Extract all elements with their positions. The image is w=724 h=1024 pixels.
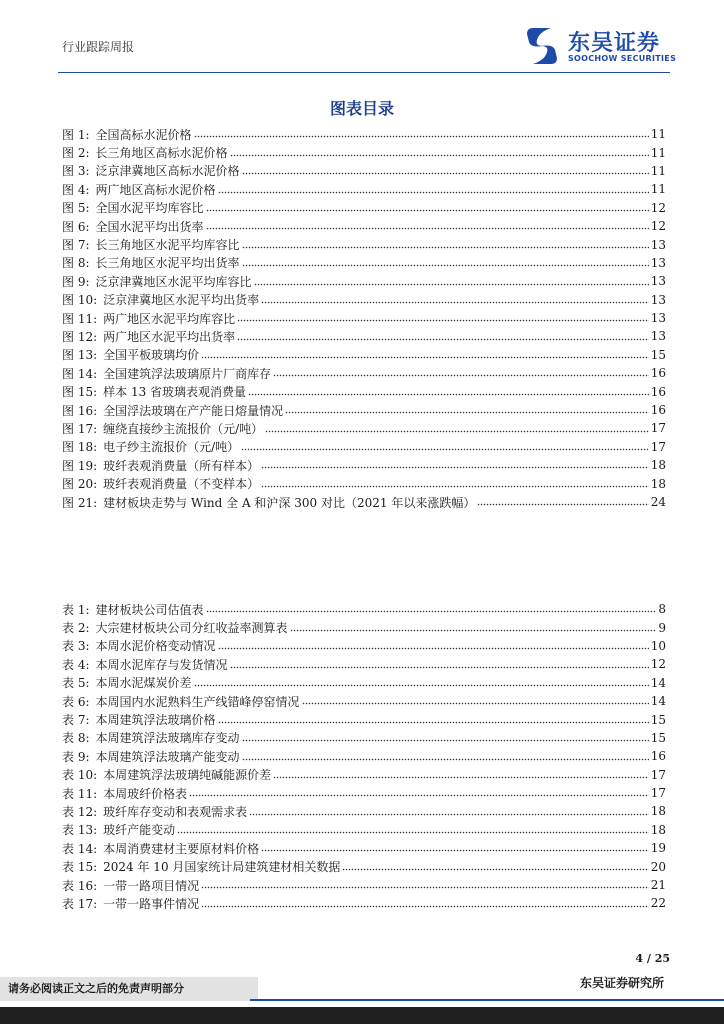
header-report-type: 行业跟踪周报 bbox=[62, 40, 135, 54]
toc-entry-label: 图 3: bbox=[62, 164, 90, 179]
toc-entry-title: 2024 年 10 月国家统计局建筑建材相关数据 bbox=[103, 860, 341, 875]
logo bbox=[521, 26, 681, 66]
toc-leader-dots bbox=[261, 842, 649, 852]
toc-entry-page: 13 bbox=[650, 311, 666, 326]
toc-entry-title: 玻纤库存变动和表观需求表 bbox=[103, 804, 248, 819]
toc-entry-label: 图 7: bbox=[62, 238, 90, 253]
toc-leader-dots bbox=[218, 640, 649, 650]
toc-entry-page: 19 bbox=[650, 841, 666, 856]
toc-leader-dots bbox=[249, 806, 649, 816]
toc-entry-label: 图 15: bbox=[62, 385, 98, 400]
toc-leader-dots bbox=[177, 824, 649, 834]
toc-entry-title: 大宗建材板块公司分红收益率测算表 bbox=[95, 621, 288, 636]
toc-entry-page: 15 bbox=[650, 347, 666, 362]
soochow-logo-icon bbox=[521, 26, 563, 66]
toc-leader-dots bbox=[201, 879, 649, 889]
toc-entry-label: 图 5: bbox=[62, 201, 90, 216]
toc-entry-title: 全国建筑浮法玻璃原片厂商库存 bbox=[103, 366, 272, 381]
table-toc-item[interactable] bbox=[62, 802, 666, 820]
table-toc-item[interactable] bbox=[62, 766, 666, 784]
toc-entry-label: 表 11: bbox=[62, 786, 98, 801]
figure-toc-item[interactable] bbox=[62, 217, 666, 235]
figure-toc-item[interactable] bbox=[62, 162, 666, 180]
toc-entry-page: 8 bbox=[658, 602, 666, 617]
toc-entry-label: 图 11: bbox=[62, 311, 98, 326]
toc-entry-title: 本周水泥库存与发货情况 bbox=[95, 657, 228, 672]
toc-entry-label: 图 6: bbox=[62, 219, 90, 234]
table-toc-item[interactable] bbox=[62, 784, 666, 802]
toc-entry-title: 本周消费建材主要原材料价格 bbox=[103, 841, 260, 856]
toc-entry-title: 建材板块走势与 Wind 全 A 和沪深 300 对比（2021 年以来涨跌幅） bbox=[103, 495, 476, 510]
toc-entry-page: 18 bbox=[650, 458, 666, 473]
toc-entry-title: 电子纱主流报价（元/吨） bbox=[103, 440, 240, 455]
toc-leader-dots bbox=[194, 128, 649, 138]
toc-entry-title: 本周水泥价格变动情况 bbox=[95, 639, 216, 654]
toc-entry-page: 18 bbox=[650, 476, 666, 491]
toc-entry-title: 建材板块公司估值表 bbox=[95, 602, 204, 617]
toc-entry-title: 泛京津冀地区水泥平均出货率 bbox=[103, 293, 260, 308]
toc-leader-dots bbox=[290, 622, 657, 632]
toc-entry-page: 17 bbox=[650, 767, 666, 782]
toc-entry-label: 图 9: bbox=[62, 274, 90, 289]
toc-leader-dots bbox=[261, 459, 649, 469]
toc-entry-page: 11 bbox=[650, 163, 666, 178]
toc-entry-page: 20 bbox=[650, 859, 666, 874]
toc-entry-label: 表 3: bbox=[62, 639, 90, 654]
figure-toc-item[interactable] bbox=[62, 309, 666, 327]
toc-entry-label: 图 14: bbox=[62, 366, 98, 381]
toc-entry-title: 玻纤表观消费量（所有样本） bbox=[103, 458, 260, 473]
page-number: 4 / 25 bbox=[635, 952, 670, 965]
toc-entry-page: 17 bbox=[650, 439, 666, 454]
figure-toc-item[interactable] bbox=[62, 125, 666, 143]
toc-leader-dots bbox=[254, 276, 649, 286]
toc-entry-title: 两广地区水泥平均库容比 bbox=[103, 311, 236, 326]
toc-entry-title: 样本 13 省玻璃表观消费量 bbox=[103, 385, 247, 400]
toc-leader-dots bbox=[265, 423, 649, 433]
table-toc-item[interactable] bbox=[62, 618, 666, 636]
toc-entry-title: 两广地区高标水泥价格 bbox=[95, 182, 216, 197]
toc-leader-dots bbox=[201, 349, 649, 359]
toc-leader-dots bbox=[194, 677, 649, 687]
toc-entry-label: 表 10: bbox=[62, 768, 98, 783]
toc-entry-label: 表 17: bbox=[62, 896, 98, 911]
figure-toc-item[interactable] bbox=[62, 346, 666, 364]
toc-leader-dots bbox=[302, 695, 649, 705]
table-toc-item[interactable] bbox=[62, 729, 666, 747]
toc-entry-label: 表 13: bbox=[62, 823, 98, 838]
toc-entry-label: 表 16: bbox=[62, 878, 98, 893]
toc-leader-dots bbox=[285, 404, 649, 414]
toc-entry-title: 玻纤产能变动 bbox=[103, 823, 176, 838]
toc-entry-page: 17 bbox=[650, 786, 666, 801]
toc-entry-label: 图 19: bbox=[62, 458, 98, 473]
toc-entry-page: 10 bbox=[650, 638, 666, 653]
toc-entry-title: 本周国内水泥熟料生产线错峰停窑情况 bbox=[95, 694, 300, 709]
toc-entry-page: 13 bbox=[650, 237, 666, 252]
toc-entry-title: 全国高标水泥价格 bbox=[95, 127, 192, 142]
toc-entry-title: 本周玻纤价格表 bbox=[103, 786, 188, 801]
logo-text-en: SOOCHOW SECURITIES bbox=[568, 54, 677, 63]
toc-entry-page: 14 bbox=[650, 694, 666, 709]
toc-entry-page: 22 bbox=[650, 896, 666, 911]
toc-entry-label: 表 15: bbox=[62, 860, 98, 875]
toc-entry-page: 21 bbox=[650, 878, 666, 893]
toc-entry-title: 一带一路项目情况 bbox=[103, 878, 200, 893]
toc-entry-page: 12 bbox=[650, 657, 666, 672]
toc-entry-title: 泛京津冀地区高标水泥价格 bbox=[95, 164, 240, 179]
table-toc-item[interactable] bbox=[62, 839, 666, 857]
figure-toc-item[interactable] bbox=[62, 493, 666, 511]
toc-entry-label: 图 20: bbox=[62, 477, 98, 492]
table-toc-item[interactable] bbox=[62, 857, 666, 875]
toc-entry-page: 11 bbox=[650, 145, 666, 160]
figure-toc-item[interactable] bbox=[62, 419, 666, 437]
toc-entry-label: 图 4: bbox=[62, 182, 90, 197]
toc-entry-page: 16 bbox=[650, 403, 666, 418]
figure-toc-item[interactable] bbox=[62, 382, 666, 400]
toc-entry-page: 15 bbox=[650, 730, 666, 745]
toc-entry-label: 表 12: bbox=[62, 804, 98, 819]
toc-entry-label: 表 14: bbox=[62, 841, 98, 856]
footer-institute: 东吴证券研究所 bbox=[579, 976, 664, 990]
table-toc-item[interactable] bbox=[62, 876, 666, 894]
header-rule bbox=[58, 72, 670, 73]
toc-entry-page: 16 bbox=[650, 384, 666, 399]
toc-leader-dots bbox=[206, 202, 649, 212]
table-toc-item[interactable] bbox=[62, 894, 666, 912]
footer-bar bbox=[0, 977, 724, 1007]
logo-text-cn: 东吴证券 bbox=[568, 31, 661, 56]
toc-entry-page: 15 bbox=[650, 712, 666, 727]
toc-entry-page: 12 bbox=[650, 219, 666, 234]
toc-leader-dots bbox=[248, 386, 649, 396]
toc-entry-title: 本周建筑浮法玻璃价格 bbox=[95, 713, 216, 728]
toc-leader-dots bbox=[242, 732, 649, 742]
table-toc-item[interactable] bbox=[62, 710, 666, 728]
toc-entry-page: 16 bbox=[650, 366, 666, 381]
figure-toc-item[interactable] bbox=[62, 291, 666, 309]
toc-entry-title: 全国平板玻璃均价 bbox=[103, 348, 200, 363]
figure-toc-item[interactable] bbox=[62, 272, 666, 290]
toc-entry-title: 本周水泥煤炭价差 bbox=[95, 676, 192, 691]
table-list bbox=[62, 600, 666, 913]
toc-entry-title: 全国浮法玻璃在产产能日熔量情况 bbox=[103, 403, 284, 418]
toc-entry-title: 一带一路事件情况 bbox=[103, 896, 200, 911]
toc-entry-label: 图 10: bbox=[62, 293, 98, 308]
table-toc-item[interactable] bbox=[62, 600, 666, 618]
figure-toc-item[interactable] bbox=[62, 180, 666, 198]
figure-toc-item[interactable] bbox=[62, 364, 666, 382]
figure-toc-item[interactable] bbox=[62, 254, 666, 272]
toc-entry-page: 18 bbox=[650, 804, 666, 819]
toc-leader-dots bbox=[230, 659, 649, 669]
table-toc-item[interactable] bbox=[62, 747, 666, 765]
toc-leader-dots bbox=[201, 898, 649, 908]
figure-toc-item[interactable] bbox=[62, 327, 666, 345]
toc-leader-dots bbox=[261, 294, 649, 304]
figure-toc-item[interactable] bbox=[62, 401, 666, 419]
toc-entry-page: 11 bbox=[650, 182, 666, 197]
toc-entry-title: 长三角地区高标水泥价格 bbox=[95, 146, 228, 161]
toc-entry-title: 本周建筑浮法玻璃纯碱能源价差 bbox=[103, 768, 272, 783]
toc-entry-label: 图 17: bbox=[62, 421, 98, 436]
table-toc-item[interactable] bbox=[62, 655, 666, 673]
toc-entry-title: 长三角地区水泥平均库容比 bbox=[95, 238, 240, 253]
toc-entry-label: 表 1: bbox=[62, 602, 90, 617]
figure-toc-item[interactable] bbox=[62, 456, 666, 474]
toc-leader-dots bbox=[218, 184, 649, 194]
figure-toc-item[interactable] bbox=[62, 438, 666, 456]
footer-disclaimer: 请务必阅读正文之后的免责声明部分 bbox=[0, 977, 258, 1001]
toc-entry-page: 13 bbox=[650, 329, 666, 344]
toc-entry-title: 长三角地区水泥平均出货率 bbox=[95, 256, 240, 271]
toc-entry-page: 13 bbox=[650, 274, 666, 289]
toc-entry-page: 18 bbox=[650, 822, 666, 837]
toc-entry-page: 24 bbox=[650, 495, 666, 509]
toc-entry-label: 图 18: bbox=[62, 440, 98, 455]
toc-leader-dots bbox=[261, 478, 649, 488]
toc-entry-title: 本周建筑浮法玻璃库存变动 bbox=[95, 731, 240, 746]
toc-entry-page: 12 bbox=[650, 200, 666, 215]
toc-entry-page: 13 bbox=[650, 292, 666, 307]
toc-entry-title: 全国水泥平均库容比 bbox=[95, 201, 204, 216]
toc-entry-label: 图 21: bbox=[62, 495, 98, 510]
toc-leader-dots bbox=[241, 441, 649, 451]
table-toc-item[interactable] bbox=[62, 674, 666, 692]
toc-entry-label: 表 4: bbox=[62, 657, 90, 672]
toc-leader-dots bbox=[273, 367, 649, 377]
toc-leader-dots bbox=[477, 496, 648, 506]
figure-toc-item[interactable] bbox=[62, 143, 666, 161]
table-toc-item[interactable] bbox=[62, 692, 666, 710]
toc-entry-page: 9 bbox=[658, 620, 666, 635]
toc-entry-title: 缠绕直接纱主流报价（元/吨） bbox=[103, 421, 264, 436]
toc-entry-page: 14 bbox=[650, 675, 666, 690]
toc-entry-label: 表 2: bbox=[62, 621, 90, 636]
toc-leader-dots bbox=[206, 220, 649, 230]
toc-entry-title: 全国水泥平均出货率 bbox=[95, 219, 204, 234]
toc-title: 图表目录 bbox=[329, 99, 394, 118]
toc-entry-page: 17 bbox=[650, 421, 666, 436]
toc-entry-label: 图 1: bbox=[62, 127, 90, 142]
toc-leader-dots bbox=[237, 331, 649, 341]
toc-entry-label: 图 8: bbox=[62, 256, 90, 271]
toc-entry-label: 表 8: bbox=[62, 731, 90, 746]
toc-leader-dots bbox=[206, 603, 657, 613]
toc-entry-label: 表 9: bbox=[62, 749, 90, 764]
figure-list bbox=[62, 125, 666, 511]
toc-leader-dots bbox=[237, 312, 649, 322]
footer-line bbox=[250, 999, 724, 1001]
toc-leader-dots bbox=[273, 769, 649, 779]
toc-entry-page: 13 bbox=[650, 255, 666, 270]
toc-entry-label: 图 13: bbox=[62, 348, 98, 363]
toc-entry-title: 泛京津冀地区水泥平均库容比 bbox=[95, 274, 252, 289]
toc-entry-title: 玻纤表观消费量（不变样本） bbox=[103, 477, 260, 492]
figure-toc-item[interactable] bbox=[62, 199, 666, 217]
toc-entry-page: 16 bbox=[650, 749, 666, 764]
toc-leader-dots bbox=[189, 787, 649, 797]
toc-entry-label: 表 6: bbox=[62, 694, 90, 709]
toc-entry-label: 表 7: bbox=[62, 713, 90, 728]
figure-toc-item[interactable] bbox=[62, 235, 666, 253]
toc-leader-dots bbox=[230, 147, 649, 157]
table-toc-item[interactable] bbox=[62, 637, 666, 655]
toc-leader-dots bbox=[342, 861, 648, 871]
toc-entry-label: 图 2: bbox=[62, 146, 90, 161]
figure-toc-item[interactable] bbox=[62, 474, 666, 492]
toc-leader-dots bbox=[242, 239, 649, 249]
table-toc-item[interactable] bbox=[62, 821, 666, 839]
toc-entry-label: 表 5: bbox=[62, 676, 90, 691]
toc-entry-page: 11 bbox=[650, 127, 666, 142]
toc-entry-title: 两广地区水泥平均出货率 bbox=[103, 329, 236, 344]
toc-leader-dots bbox=[218, 714, 649, 724]
toc-leader-dots bbox=[242, 257, 649, 267]
bottom-strip bbox=[0, 1007, 724, 1024]
toc-entry-label: 图 16: bbox=[62, 403, 98, 418]
toc-entry-title: 本周建筑浮法玻璃产能变动 bbox=[95, 749, 240, 764]
toc-leader-dots bbox=[242, 165, 649, 175]
toc-entry-label: 图 12: bbox=[62, 329, 98, 344]
toc-leader-dots bbox=[242, 751, 649, 761]
